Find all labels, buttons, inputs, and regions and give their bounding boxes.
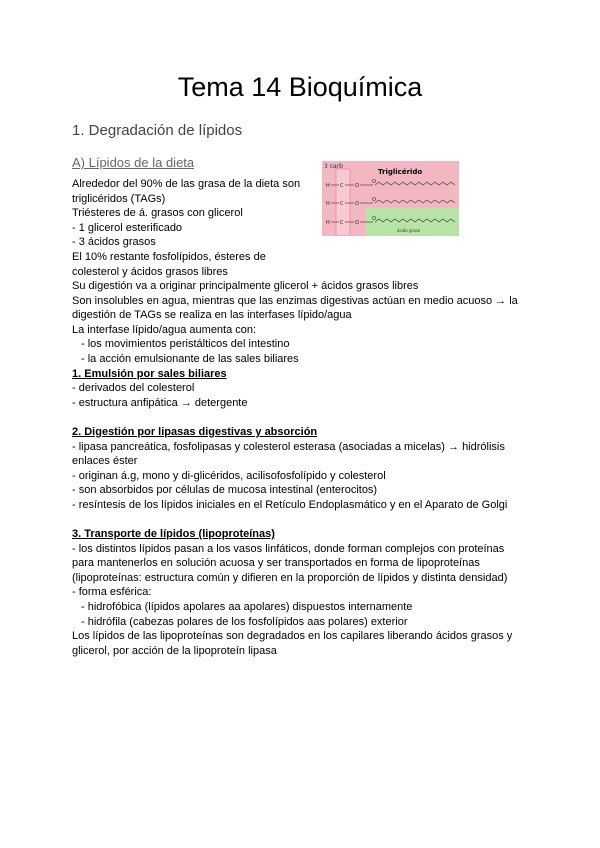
text-line: Son insolubles en agua, mientras que las enzimas digestivas actúan en medio acuoso → la <box>72 294 518 307</box>
text-line: colesterol y ácidos grasos libres <box>72 265 228 278</box>
list-item: - la acción emulsionante de las sales biliares <box>81 352 299 365</box>
hydrogen-atom: H <box>326 201 330 207</box>
text-line: - originan á.g, mono y di-glicéridos, acilisofosfolípido y colesterol <box>72 469 386 482</box>
list-item: - hidrófila (cabezas polares de los fosfolípidos aas polares) exterior <box>81 615 408 628</box>
triglyceride-diagram <box>322 161 459 236</box>
text-line: Su digestión va a originar principalmente glicerol + ácidos grasos libres <box>72 280 419 292</box>
text-line: - son absorbidos por células de mucosa intestinal (enterocitos) <box>72 484 378 497</box>
carbonyl-oxygen: O <box>372 197 376 203</box>
text-line: - los distintos lípidos pasan a los vasos linfáticos, donde forman complejos con proteínas <box>72 542 505 555</box>
text-line: enlaces éster <box>72 455 138 468</box>
oxygen-atom: O <box>355 201 359 207</box>
document-title: Tema 14 Bioquímica <box>177 72 423 102</box>
fatty-acid-label: ácido graso <box>397 228 421 233</box>
oxygen-atom: O <box>355 183 359 189</box>
carbon-atom: C <box>340 220 344 226</box>
text-line: - estructura anfipática → detergente <box>72 396 248 409</box>
text-line: - derivados del colesterol <box>72 382 195 395</box>
triglyceride-label: Triglicérido <box>378 168 423 176</box>
text-line: glicerol, por acción de la lipoproteín lipasa <box>72 644 277 657</box>
carbon-atom: C <box>340 183 344 189</box>
list-item: - hidrofóbica (lípidos apolares aa apolares) dispuestos internamente <box>81 601 413 614</box>
text-line: - 3 ácidos grasos <box>72 236 156 249</box>
carbon-atom: C <box>340 201 344 207</box>
text-line: Los lípidos de las lipoproteínas son degradados en los capilares liberando ácidos grasos y <box>72 630 513 643</box>
triglyceride-figure <box>322 161 459 236</box>
text-line: - resíntesis de los lípidos iniciales en el Retículo Endoplasmático y en el Aparato de Golgi <box>72 498 508 511</box>
section-1-heading: 1. Emulsión por sales biliares <box>72 367 227 380</box>
carbonyl-oxygen: O <box>372 179 376 185</box>
spacer <box>72 410 532 425</box>
main-text <box>72 279 532 658</box>
text-line: triglicéridos (TAGs) <box>72 192 166 205</box>
hydrogen-atom: H <box>326 220 330 226</box>
subsection-heading: A) Lípidos de la dieta <box>72 155 195 170</box>
text-line: - 1 glicerol esterificado <box>72 221 183 234</box>
section-3-heading: 3. Transporte de lípidos (lipoproteínas) <box>72 528 275 541</box>
section-2-heading: 2. Digestión por lipasas digestivas y absorción <box>72 425 318 438</box>
oxygen-atom: O <box>355 220 359 226</box>
intro-block <box>72 177 322 279</box>
section-heading: 1. Degradación de lípidos <box>72 122 243 139</box>
text-line: El 10% restante fosfolípidos, ésteres de <box>72 250 266 263</box>
carbonyl-oxygen: O <box>372 216 376 222</box>
text-line: - lipasa pancreática, fosfolipasas y colesterol esterasa (asociadas a micelas) → hidrólisis <box>72 440 505 453</box>
text-line: Alrededor del 90% de las grasa de la dieta son <box>72 178 301 190</box>
glycerol-label: 3 carb <box>324 163 343 170</box>
text-line: - forma esférica: <box>72 586 152 599</box>
text-line: Triésteres de á. grasos con glicerol <box>72 207 243 220</box>
text-line: La interfase lípido/agua aumenta con: <box>72 323 257 336</box>
spacer <box>72 513 532 528</box>
text-line: (lipoproteínas: estructura común y difieren en la proporción de lípidos y distinta densidad) <box>72 571 508 584</box>
text-line: para mantenerlos en solución acuosa y ser transportados en forma de lipoproteínas <box>72 557 480 570</box>
hydrogen-atom: H <box>326 183 330 189</box>
list-item: - los movimientos peristálticos del intestino <box>81 338 290 351</box>
text-line: digestión de TAGs se realiza en las interfases lípido/agua <box>72 309 352 322</box>
